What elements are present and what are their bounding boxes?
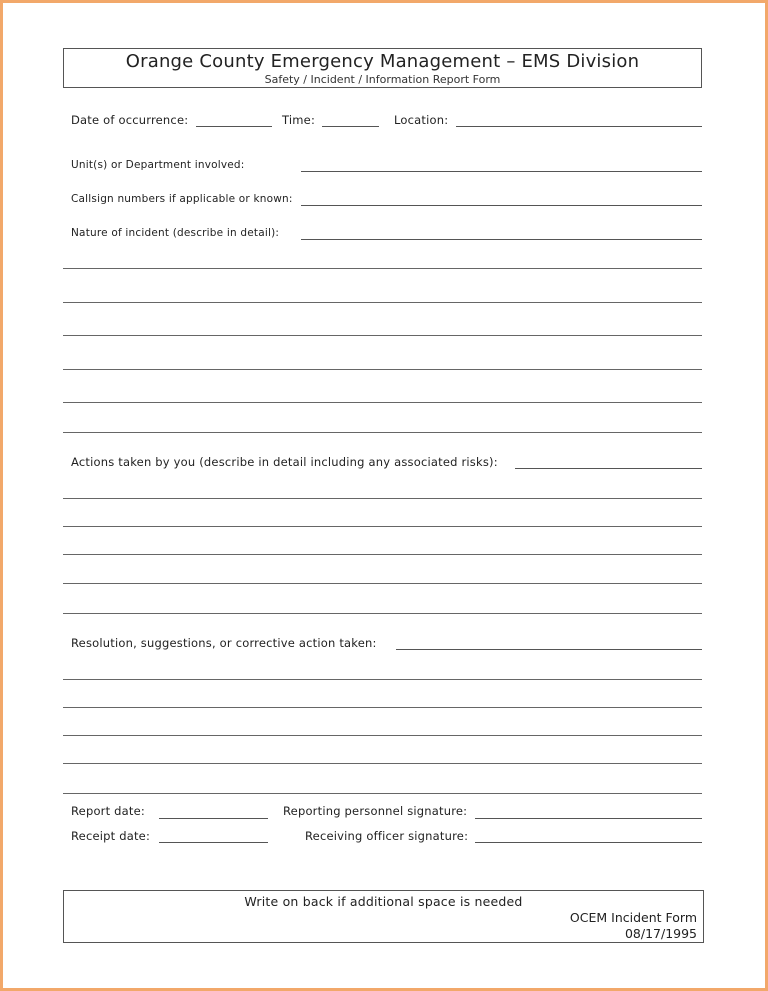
time-label: Time: [282, 113, 316, 127]
resolution-line[interactable] [63, 793, 702, 794]
resolution-line[interactable] [63, 679, 702, 680]
footer-note: Write on back if additional space is needed [244, 894, 523, 909]
nature-line[interactable] [63, 335, 702, 336]
callsign-numbers-field[interactable] [301, 205, 702, 206]
reporting-signature-field[interactable] [475, 818, 702, 819]
form-subtitle: Safety / Incident / Information Report Form [264, 73, 501, 86]
receiving-signature-field[interactable] [475, 842, 702, 843]
report-date-field[interactable] [159, 818, 268, 819]
nature-line[interactable] [63, 369, 702, 370]
resolution-field[interactable] [396, 649, 702, 650]
footer-form-date: 08/17/1995 [624, 926, 697, 941]
footer-form-name: OCEM Incident Form [569, 910, 697, 925]
nature-line[interactable] [63, 268, 702, 269]
location-field[interactable] [456, 126, 702, 127]
form-title: Orange County Emergency Management – EMS Division [125, 51, 640, 72]
nature-of-incident-label: Nature of incident (describe in detail): [71, 227, 280, 239]
resolution-line[interactable] [63, 763, 702, 764]
actions-line[interactable] [63, 526, 702, 527]
nature-line[interactable] [63, 402, 702, 403]
date-of-occurrence-field[interactable] [196, 126, 272, 127]
receiving-signature-label: Receiving officer signature: [305, 829, 469, 843]
receipt-date-field[interactable] [159, 842, 268, 843]
actions-line[interactable] [63, 498, 702, 499]
form-header [63, 48, 702, 88]
units-department-field[interactable] [301, 171, 702, 172]
actions-taken-field[interactable] [515, 468, 702, 469]
report-date-label: Report date: [71, 804, 145, 818]
nature-line[interactable] [63, 432, 702, 433]
resolution-line[interactable] [63, 707, 702, 708]
actions-line[interactable] [63, 554, 702, 555]
actions-taken-label: Actions taken by you (describe in detail including any associated risks): [71, 455, 498, 469]
resolution-label: Resolution, suggestions, or corrective action taken: [71, 636, 377, 650]
nature-of-incident-field[interactable] [301, 239, 702, 240]
resolution-line[interactable] [63, 735, 702, 736]
callsign-numbers-label: Callsign numbers if applicable or known: [71, 193, 293, 205]
location-label: Location: [394, 113, 449, 127]
nature-line[interactable] [63, 302, 702, 303]
time-field[interactable] [322, 126, 379, 127]
form-footer [63, 890, 704, 943]
date-of-occurrence-label: Date of occurrence: [71, 113, 189, 127]
reporting-signature-label: Reporting personnel signature: [283, 804, 468, 818]
actions-line[interactable] [63, 583, 702, 584]
receipt-date-label: Receipt date: [71, 829, 151, 843]
units-department-label: Unit(s) or Department involved: [71, 159, 245, 171]
actions-line[interactable] [63, 613, 702, 614]
